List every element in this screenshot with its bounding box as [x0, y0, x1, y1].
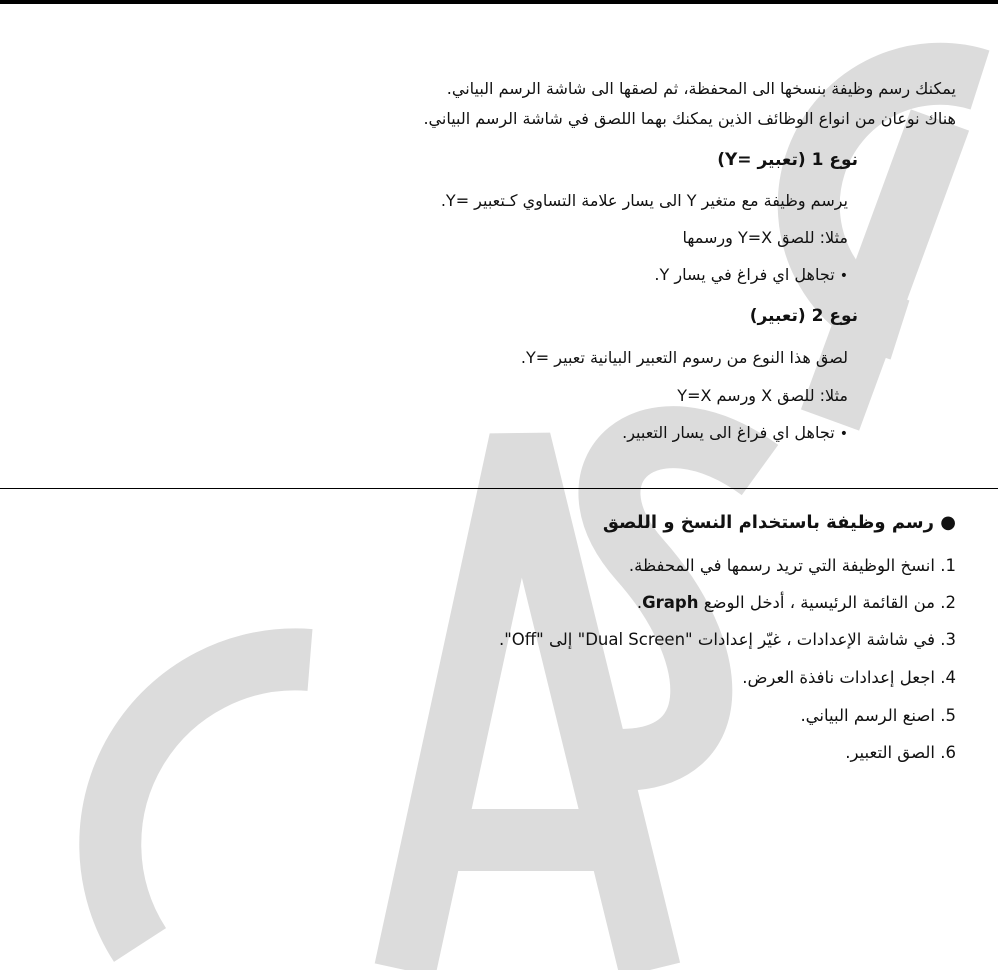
type2-heading: نوع 2 (تعبير) — [749, 306, 858, 326]
type1-example: مثلا: للصق Y=X ورسمها — [682, 228, 848, 247]
step-number: 3. — [940, 630, 956, 649]
step-1 — [629, 555, 956, 577]
step-text: في شاشة الإعدادات ، غيّر إعدادات "Dual Screen" إلى "Off". — [498, 630, 935, 649]
intro-line-1: يمكنك رسم وظيفة بنسخها الى المحفظة، ثم لصقها الى شاشة الرسم البياني. — [446, 79, 956, 98]
bullet-dot: • — [839, 426, 848, 442]
section-bullet: ● — [940, 512, 956, 533]
step-3 — [499, 629, 956, 651]
step-text: من القائمة الرئيسية ، أدخل الوضع — [703, 593, 935, 612]
step-number: 5. — [940, 706, 956, 725]
step-4 — [742, 667, 956, 689]
section-heading — [603, 512, 956, 534]
type2-description: لصق هذا النوع من رسوم التعبير البيانية تعبير =Y. — [520, 348, 848, 367]
step-6 — [845, 742, 956, 764]
step-end: . — [636, 593, 643, 612]
type2-note — [622, 422, 848, 445]
step-5 — [800, 705, 956, 727]
intro-line-2: هناك نوعان من انواع الوظائف الذين يمكنك بهما اللصق في شاشة الرسم البياني. — [423, 109, 956, 128]
section-title: رسم وظيفة باستخدام النسخ و اللصق — [602, 512, 934, 533]
step-text: اصنع الرسم البياني. — [800, 706, 935, 725]
step-2 — [637, 592, 956, 614]
type2-note-text: تجاهل اي فراغ الى يسار التعبير. — [622, 423, 835, 442]
type1-description: يرسم وظيفة مع متغير Y الى يسار علامة التساوي كـتعبير =Y. — [440, 191, 848, 210]
step-text: انسخ الوظيفة التي تريد رسمها في المحفظة. — [628, 556, 935, 575]
step-number: 2. — [940, 593, 956, 612]
type2-example: مثلا: للصق X ورسم Y=X — [677, 386, 848, 405]
step-text: اجعل إعدادات نافذة العرض. — [742, 668, 935, 687]
type1-heading: نوع 1 (تعبير =Y) — [717, 150, 858, 170]
bullet-dot: • — [839, 268, 848, 284]
type1-note-text: تجاهل اي فراغ في يسار Y. — [654, 265, 835, 284]
step-number: 6. — [940, 743, 956, 762]
type1-note — [654, 264, 848, 287]
graph-mode-name: Graph — [642, 593, 699, 612]
step-text: الصق التعبير. — [845, 743, 935, 762]
section-divider — [0, 488, 998, 489]
step-number: 4. — [940, 668, 956, 687]
step-number: 1. — [940, 556, 956, 575]
